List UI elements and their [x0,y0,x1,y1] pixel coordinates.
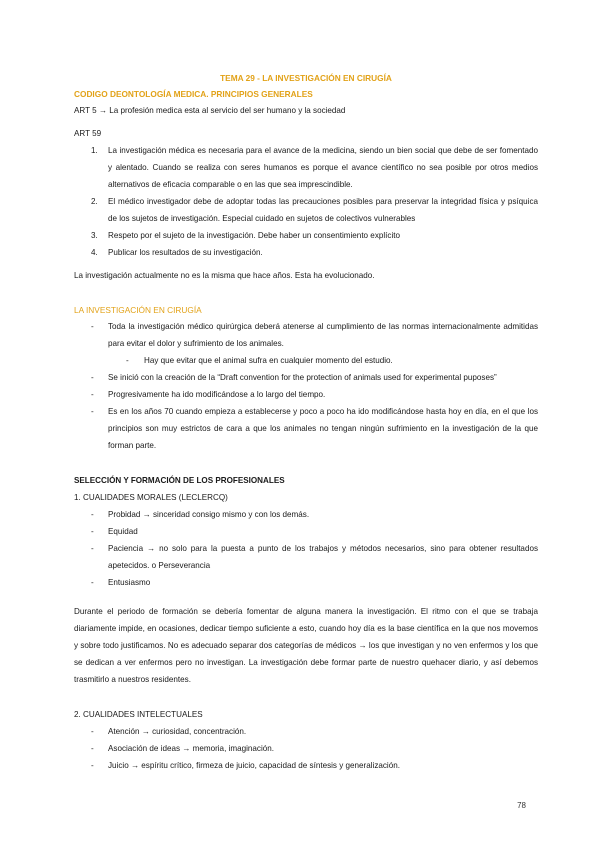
seleccion-heading: SELECCIÓN Y FORMACIÓN DE LOS PROFESIONALES [74,476,285,485]
list-item: - Toda la investigación médico quirúrgica deberá atenerse al cumplimiento de las normas internacionalmente admitidas para evitar el dolor y sufrimiento de los animales. - Hay que evitar que el animal sufra en cualquier momento del estudio. [74,318,538,369]
page-number: 78 [517,801,526,810]
list-item: - Juicio → espíritu crítico, firmeza de juicio, capacidad de síntesis y generalización. [91,761,400,770]
morales-heading: 1. CUALIDADES MORALES (LECLERCQ) [74,493,228,502]
cirugia-heading: LA INVESTIGACIÓN EN CIRUGÍA [74,305,202,315]
intelectuales-list [74,723,538,774]
codigo-heading: CODIGO DEONTOLOGÍA MEDICA. PRINCIPIOS GENERALES [74,89,313,99]
list-item: - Equidad [91,527,138,536]
cirugia-sublist [108,352,538,369]
cirugia-list [74,318,538,454]
morales-list [74,506,538,591]
list-item: 4. Publicar los resultados de su investigación. [91,248,263,257]
list-item: - Progresivamente ha ido modificándose a lo largo del tiempo. [91,390,326,399]
list-item: - Probidad → sinceridad consigo mismo y con los demás. [91,510,310,519]
list-item: 1. La investigación médica es necesaria para el avance de la medicina, siendo un bien social que debe de ser fomentado y alentado. Cuando se realiza con seres humanos es porque el avance científico no sea posible por otros medios alternativos de eficacia comparable o en las que sea imprescindible. [91,146,538,189]
formacion-paragraph: Durante el periodo de formación se debería fomentar de alguna manera la investigación. El ritmo con el que se trabaja diariamente impide, en ocasiones, dedicar tiempo suficiente a esto, cuando hoy día es la base científica en la que nos movemos y sobre todo justificamos. No es adecuado separar dos categorías de médicos → los que investigan y no ven enfermos y los que se dedican a ver enfermos pero no investigan. La investigación debe formar parte de nuestro quehacer diario, y así debemos trasmitirlo a nuestros residentes. [74,607,538,684]
art59-list [74,142,538,261]
list-item: 2. El médico investigador debe de adoptar todas las precauciones posibles para preservar la integridad física y psíquica de los sujetos de investigación. Especial cuidado en sujetos de colectivos vulnerables [91,197,538,223]
list-item: - Se inició con la creación de la “Draft convention for the protection of animals used for experimental puposes” [91,373,497,382]
list-item: - Paciencia → no solo para la puesta a punto de los trabajos y métodos necesarios, sino para obtener resultados apetecidos. o Perseverancia [91,544,538,570]
evolution-note: La investigación actualmente no es la misma que hace años. Esta ha evolucionado. [74,271,375,280]
list-item: - Atención → curiosidad, concentración. [91,727,247,736]
art59-label: ART 59 [74,129,102,138]
art5-text: ART 5 → La profesión medica esta al servicio del ser humano y la sociedad [74,106,346,115]
list-item: - Es en los años 70 cuando empieza a establecerse y poco a poco ha ido modificándose hasta hoy en día, en el que los principios son muy estrictos de cara a que los animales no tengan ningún sufrimiento en la investigación de la que forman parte. [91,407,538,450]
list-item: - Hay que evitar que el animal sufra en cualquier momento del estudio. [126,356,393,365]
list-item: 3. Respeto por el sujeto de la investigación. Debe haber un consentimiento explícito [91,231,401,240]
intelectuales-heading: 2. CUALIDADES INTELECTUALES [74,710,203,719]
document-title: TEMA 29 - LA INVESTIGACIÓN EN CIRUGÍA [220,73,392,83]
list-item: - Entusiasmo [91,578,151,587]
list-item: - Asociación de ideas → memoria, imaginación. [91,744,275,753]
